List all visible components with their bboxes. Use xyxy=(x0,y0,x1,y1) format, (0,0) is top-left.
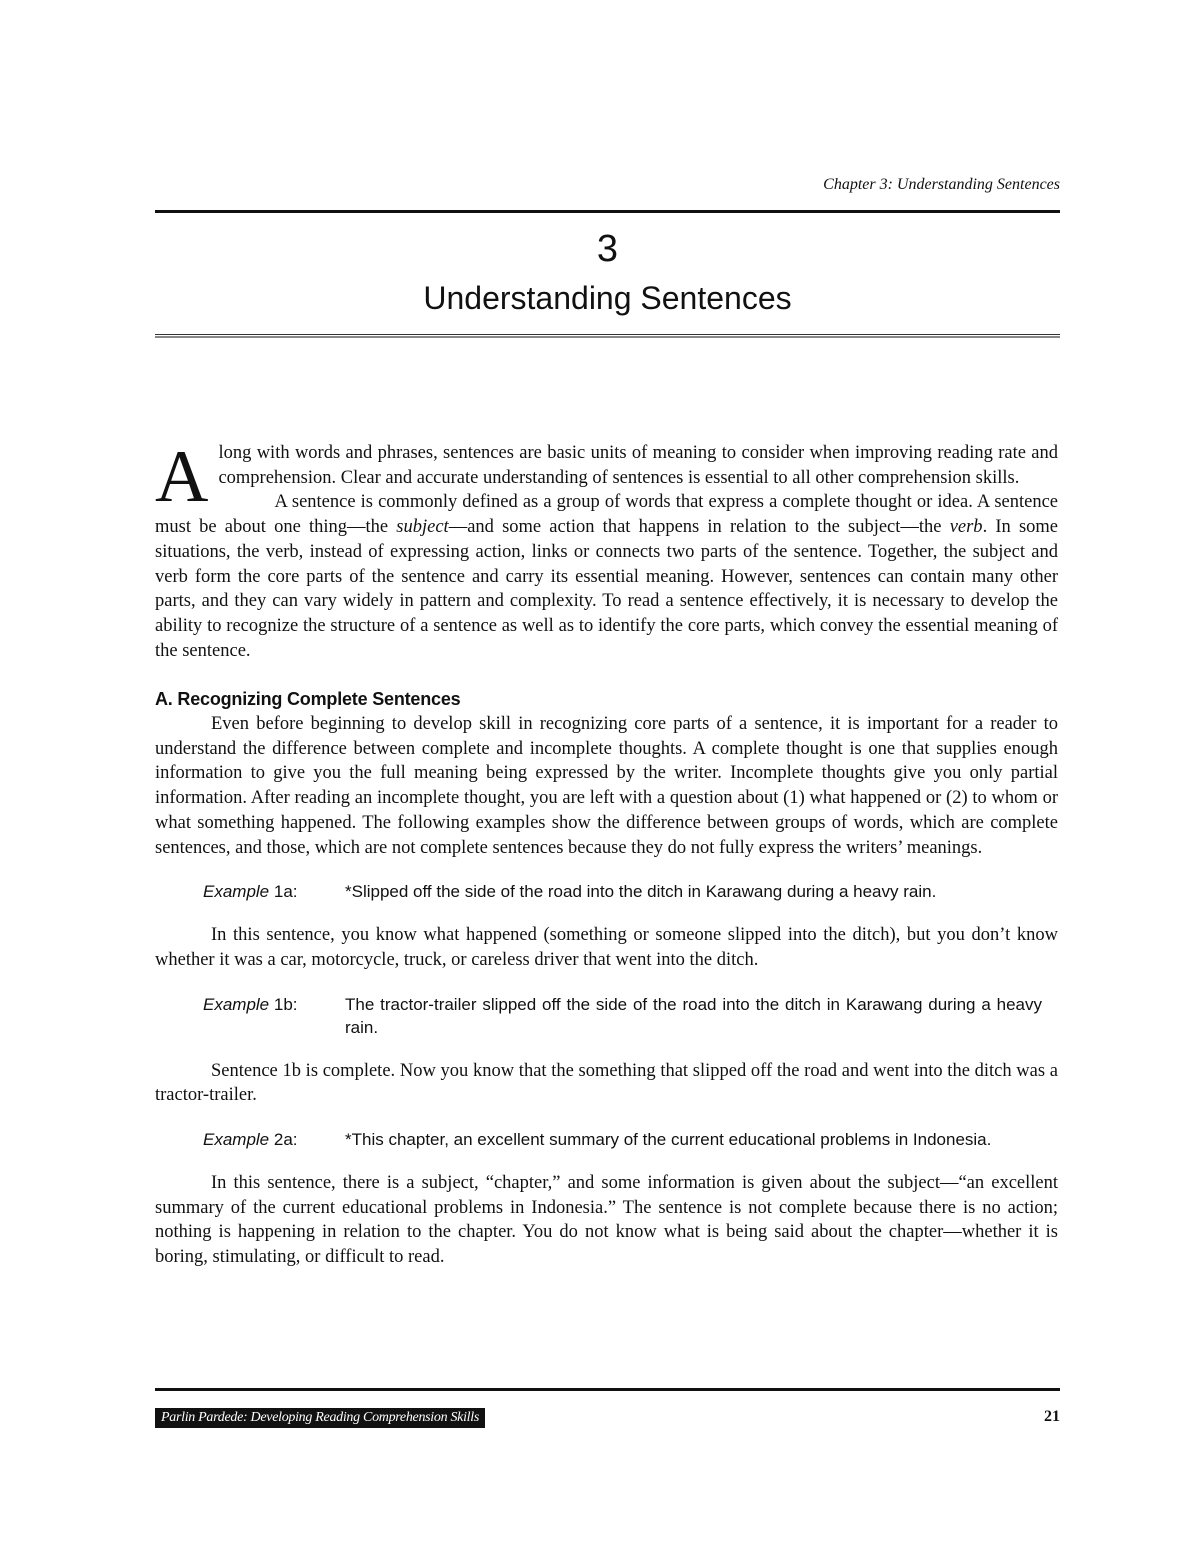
page-number: 21 xyxy=(1044,1408,1060,1425)
term-verb: verb xyxy=(949,517,983,538)
example-label xyxy=(203,1128,345,1151)
header-rule xyxy=(155,210,1060,213)
example-text: The tractor-trailer slipped off the side of the road into the ditch in Karawang during a heavy rain. xyxy=(345,994,1042,1037)
term-subject: subject xyxy=(396,517,449,538)
example-word: Example xyxy=(203,1130,270,1150)
intro-p2-part-c: . In some situations, the verb, instead of expressing action, links or connects two parts of the sentence. Together, the subject and verb form the core parts of the sentence and carry its essential meaning. However, sentences can contain many other parts, and they can vary widely in pattern and complexity. To read a sentence effectively, it is necessary to develop the ability to recognize the structure of a sentence as well as to identify the core parts, which convey the essential meaning of the sentence. xyxy=(155,517,1059,661)
example-1a xyxy=(203,880,1058,903)
example-id: 1a: xyxy=(269,882,298,902)
example-id: 1b: xyxy=(269,994,298,1014)
section-a-paragraph-2: In this sentence, you know what happened (something or someone slipped into the ditch), but you don’t know whether it was a car, motorcycle, truck, or careless driver that went into the ditch. xyxy=(155,925,1058,970)
body-text xyxy=(155,436,1059,1270)
footer-rule xyxy=(155,1388,1060,1391)
drop-cap: A xyxy=(155,436,209,518)
section-a-paragraph-1: Even before beginning to develop skill in recognizing core parts of a sentence, it is important for a reader to understand the difference between complete and incomplete thoughts. A complete thought is one that supplies enough information to give you the full meaning being expressed by the writer. Incomplete thoughts give you only partial information. After reading an incomplete thought, you are left with a question about (1) what happened or (2) to whom or what something happened. The following examples show the difference between groups of words, which are complete sentences, and those, which are not complete sentences because they do not fully express the writers’ meanings. xyxy=(155,714,1058,858)
intro-p1-text: long with words and phrases, sentences are basic units of meaning to consider when improving reading rate and comprehension. Clear and accurate understanding of sentences is essential to all other comprehension skills. xyxy=(218,443,1058,488)
example-2a xyxy=(203,1128,1058,1151)
footer-book-label: Parlin Pardede: Developing Reading Comprehension Skills xyxy=(155,1408,485,1428)
title-rule xyxy=(155,334,1060,338)
example-text: *This chapter, an excellent summary of the current educational problems in Indonesia. xyxy=(345,1130,992,1150)
example-text: *Slipped off the side of the road into the ditch in Karawang during a heavy rain. xyxy=(345,882,937,902)
example-1b xyxy=(203,993,1058,1039)
intro-p2-part-a: A sentence is commonly defined as a group of words that express a complete thought or idea. A sentence must be about one thing—the xyxy=(155,492,1058,538)
running-header: Chapter 3: Understanding Sentences xyxy=(823,176,1060,193)
intro-p2-part-b: —and some action that happens in relation to the subject—the xyxy=(448,517,950,538)
intro-paragraph-2 xyxy=(155,490,1058,663)
section-a-paragraph-3: Sentence 1b is complete. Now you know that the something that slipped off the road and went into the ditch was a tractor-trailer. xyxy=(155,1060,1058,1106)
section-a-paragraph-4: In this sentence, there is a subject, “chapter,” and some information is given about the subject—“an excellent summary of the current educational problems in Indonesia.” The sentence is not complete because there is no action; nothing is happening in relation to the chapter. You do not know what is being said about the chapter—whether it is boring, stimulating, or difficult to read. xyxy=(155,1173,1058,1268)
example-word: Example xyxy=(203,882,270,902)
chapter-number: 3 xyxy=(596,228,619,270)
example-id: 2a: xyxy=(269,1130,298,1150)
section-heading: A. Recognizing Complete Sentences xyxy=(155,689,461,710)
example-word: Example xyxy=(203,994,270,1014)
example-label xyxy=(203,993,345,1039)
chapter-title: Understanding Sentences xyxy=(423,280,792,316)
example-label xyxy=(203,880,345,903)
